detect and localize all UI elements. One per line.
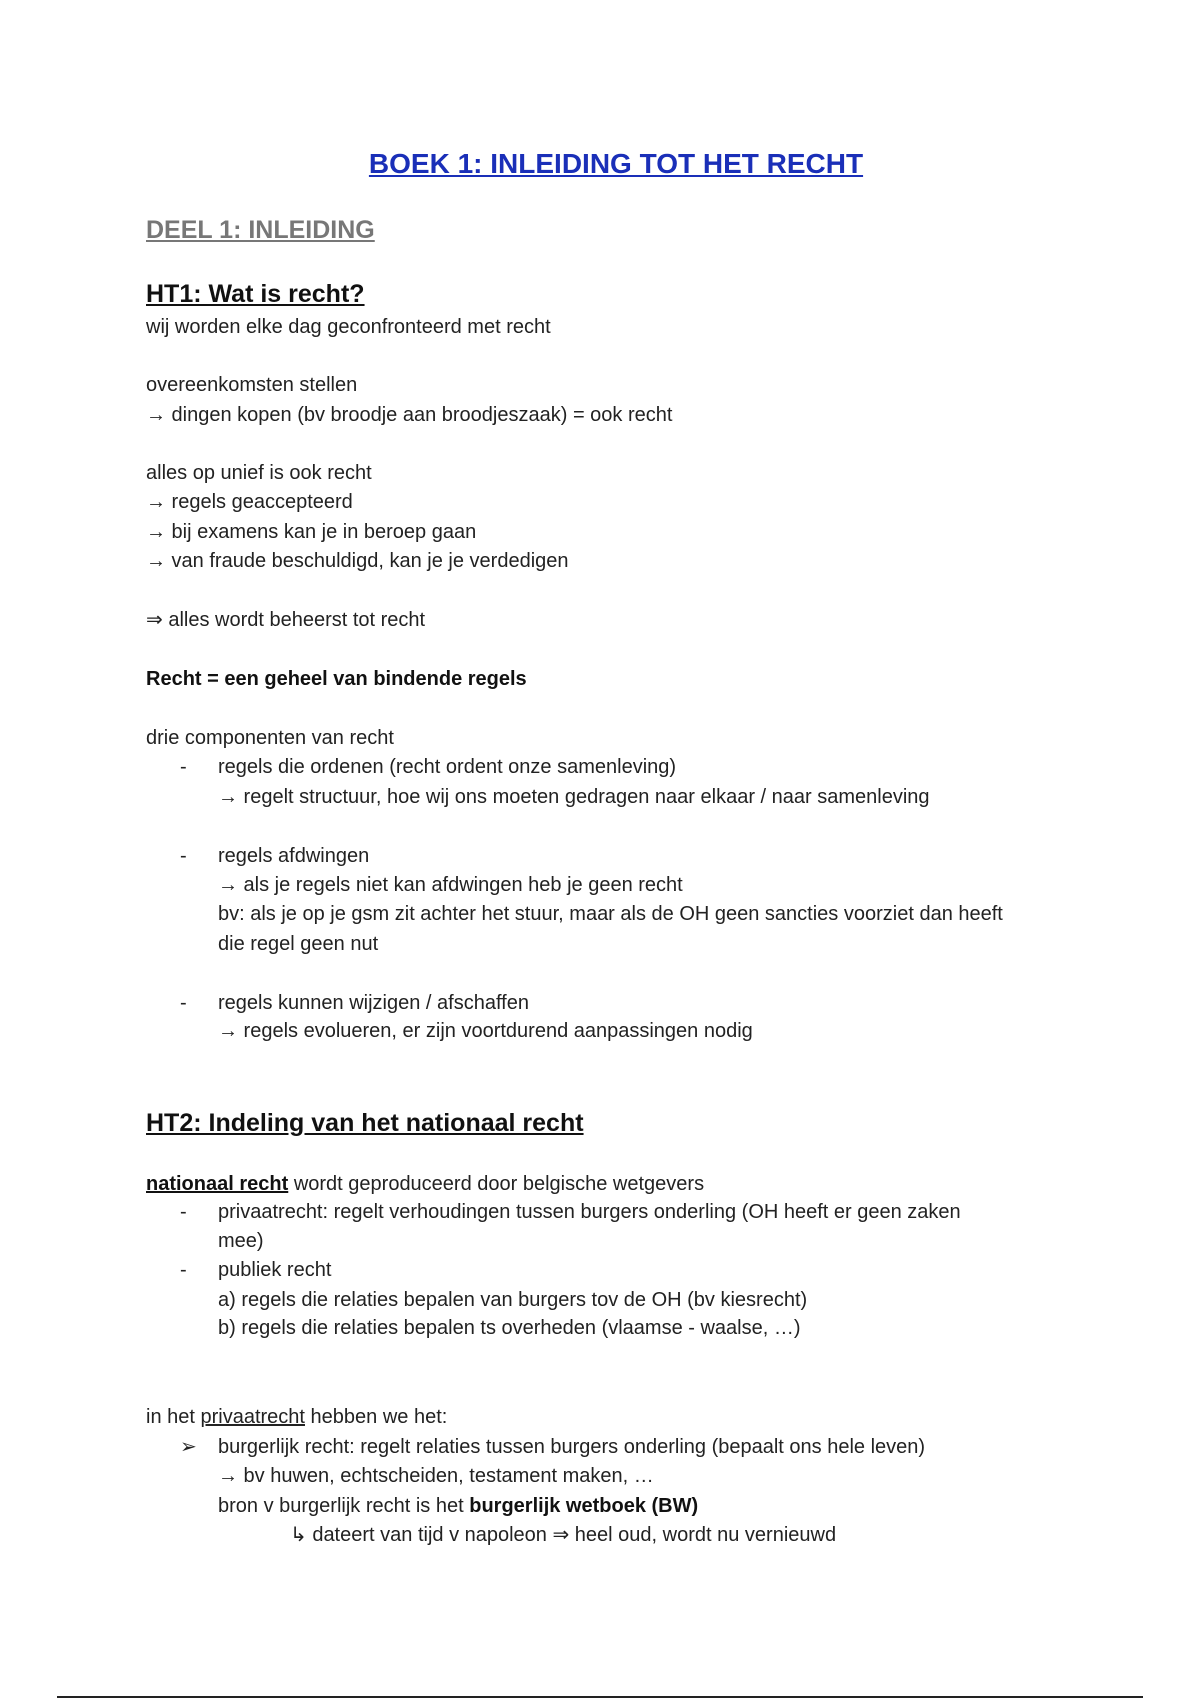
paragraph-text [146, 1407, 447, 1427]
arrow-line: → regels geaccepteerd [146, 491, 353, 513]
list-item: regels die ordenen (recht ordent onze samenleving) [218, 756, 677, 778]
paragraph-post: hebben we het: [304, 1406, 448, 1428]
sub-item: a) regels die relaties bepalen van burgers tov de OH (bv kiesrecht) [218, 1289, 808, 1311]
sub-item: b) regels die relaties bepalen ts overheden (vlaamse - waalse, …) [218, 1317, 801, 1339]
chapter-heading-ht1: HT1: Wat is recht? [146, 280, 365, 308]
paragraph-text: drie componenten van recht [146, 727, 394, 749]
arrow-line: → dingen kopen (bv broodje aan broodjeszaak) = ook recht [146, 404, 673, 426]
arrow-line: → bv huwen, echtscheiden, testament maken, … [218, 1465, 654, 1487]
definition-text: Recht = een geheel van bindende regels [146, 668, 527, 690]
paragraph-pre: in het [146, 1406, 201, 1428]
list-item: publiek recht [218, 1259, 332, 1281]
arrow-bullet-icon: ➢ [180, 1436, 197, 1458]
paragraph-text: alles op unief is ook recht [146, 462, 372, 484]
key-term: privaatrecht [200, 1406, 305, 1428]
paragraph-text: overeenkomsten stellen [146, 374, 358, 396]
arrow-line: → als je regels niet kan afdwingen heb je geen recht [218, 874, 683, 896]
example-text: die regel geen nut [218, 933, 379, 955]
list-bullet: - [180, 992, 187, 1014]
source-line [218, 1496, 698, 1516]
chapter-heading-ht2: HT2: Indeling van het nationaal recht [146, 1109, 584, 1137]
paragraph-text [146, 1174, 704, 1194]
list-item: burgerlijk recht: regelt relaties tussen burgers onderling (bepaalt ons hele leven) [218, 1436, 926, 1458]
key-term: nationaal recht [146, 1173, 289, 1195]
paragraph-rest: wordt geproduceerd door belgische wetgevers [288, 1173, 705, 1195]
list-bullet: - [180, 756, 187, 778]
example-text: bv: als je op je gsm zit achter het stuur, maar als de OH geen sancties voorziet dan heeft [218, 903, 1003, 925]
footer-divider [57, 1696, 1143, 1698]
list-item: regels afdwingen [218, 845, 370, 867]
source-pre: bron v burgerlijk recht is het [218, 1495, 470, 1517]
conclusion-line: ⇒ alles wordt beheerst tot recht [146, 609, 426, 631]
list-bullet: - [180, 1259, 187, 1281]
arrow-line: → regelt structuur, hoe wij ons moeten gedragen naar elkaar / naar samenleving [218, 786, 930, 808]
part-heading: DEEL 1: INLEIDING [146, 216, 375, 244]
list-item-continuation: mee) [218, 1230, 264, 1252]
arrow-line: → van fraude beschuldigd, kan je je verdedigen [146, 550, 569, 572]
arrow-line: → regels evolueren, er zijn voortdurend aanpassingen nodig [218, 1020, 753, 1042]
list-item: privaatrecht: regelt verhoudingen tussen burgers onderling (OH heeft er geen zaken [218, 1201, 961, 1223]
arrow-line: → bij examens kan je in beroep gaan [146, 521, 477, 543]
paragraph-text: wij worden elke dag geconfronteerd met recht [146, 316, 551, 338]
detail-line: ↳ dateert van tijd v napoleon ⇒ heel oud, wordt nu vernieuwd [290, 1524, 837, 1546]
key-term: burgerlijk wetboek (BW) [469, 1495, 699, 1517]
list-item: regels kunnen wijzigen / afschaffen [218, 992, 529, 1014]
list-bullet: - [180, 845, 187, 867]
list-bullet: - [180, 1201, 187, 1223]
book-title: BOEK 1: INLEIDING TOT HET RECHT [368, 148, 864, 179]
